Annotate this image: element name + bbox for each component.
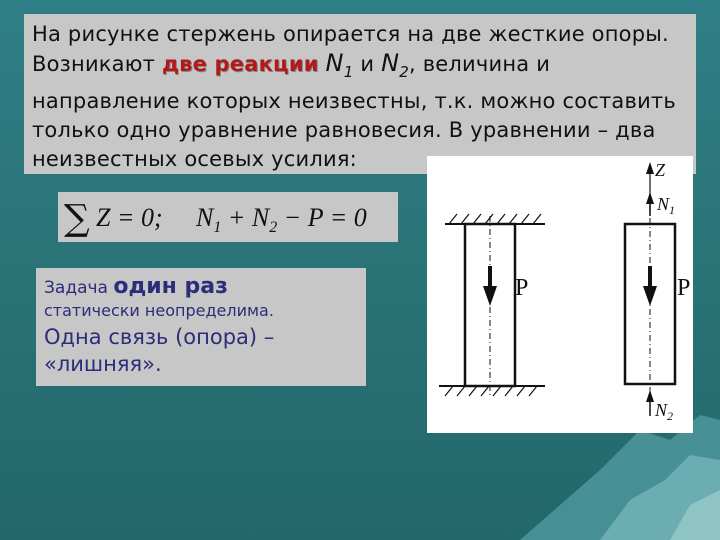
equation-right: $N_1 + N_2 - P = 0$ (196, 203, 367, 236)
paragraph-part1: На рисунке стержень опирается на две жесткие опоры. Возникают (32, 22, 669, 76)
task-line-3: Одна связь (опора) – «лишняя». (44, 325, 275, 376)
highlight-two-reactions: две реакции (161, 52, 319, 76)
task-word: Задача (44, 278, 108, 298)
equation-left: Z = 0; (96, 203, 163, 232)
reaction-top-label: $N_1$ (657, 194, 676, 217)
symbol-n2: $N_2$ (381, 49, 409, 81)
task-note (36, 268, 366, 386)
task-emphasis: один раз (113, 274, 228, 299)
paragraph-and: и (353, 52, 382, 76)
symbol-n1: $N_1$ (325, 49, 354, 81)
load-label-left: P (515, 275, 529, 301)
rod-diagram (427, 156, 693, 433)
explanation-paragraph (24, 14, 696, 174)
left-scheme (439, 214, 545, 396)
task-line-2: статически неопределима. (44, 301, 274, 320)
sum-symbol: ∑ (64, 198, 90, 239)
paragraph-part2: , величина и направление которых неизвестны, т.к. можно составить только одно уравнение равновесия. В уравнении – два неизвестных осевых усилия: (32, 52, 676, 171)
reaction-bottom-label: $N_2$ (655, 400, 674, 423)
axis-label-z: Z (655, 160, 666, 180)
equilibrium-equation (58, 192, 398, 242)
task-line-1 (44, 274, 358, 299)
right-scheme (625, 160, 690, 423)
load-label-right: P (677, 275, 691, 301)
